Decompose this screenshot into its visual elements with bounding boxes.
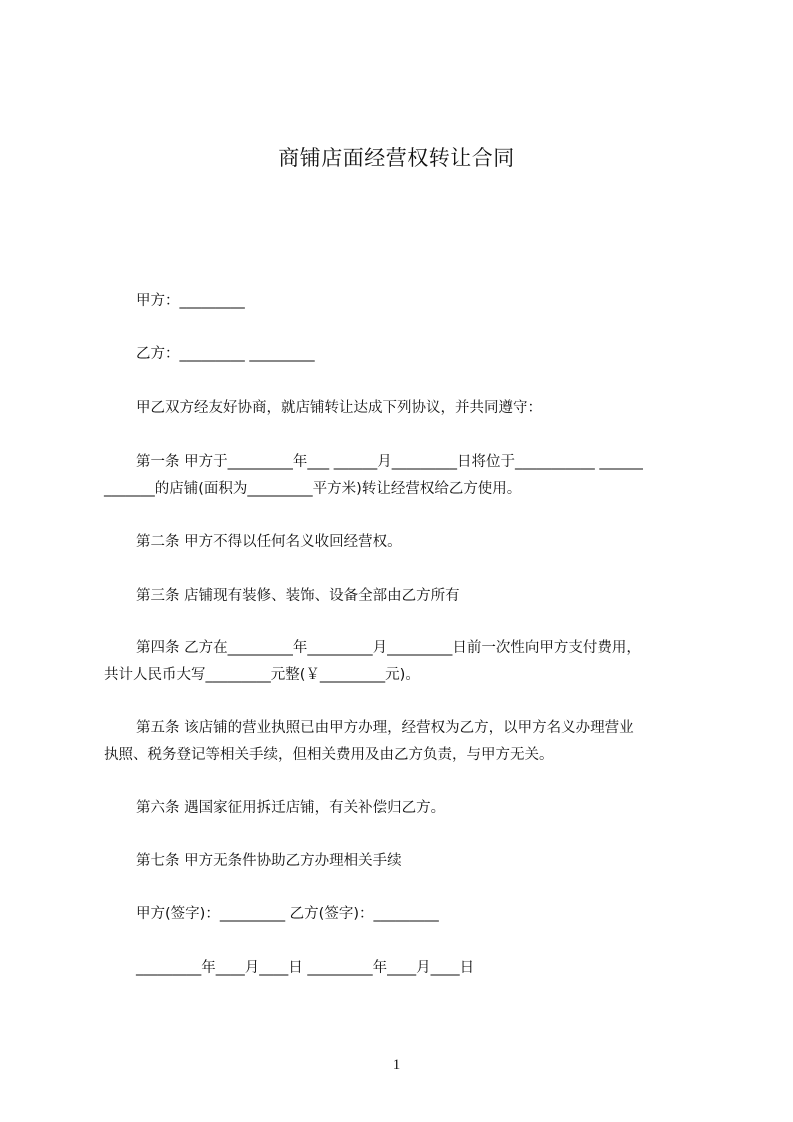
intro-paragraph: 甲乙双方经友好协商，就店铺转让达成下列协议，并共同遵守： [136, 400, 542, 416]
article-1-line-1: 第一条 甲方于_________年___ ______月_________日将位于___________ ______ [136, 454, 643, 470]
party-b-line: 乙方：_________ _________ [136, 346, 315, 362]
signature-line: 甲方(签字)：_________ 乙方(签字)：_________ [136, 906, 439, 922]
article-3: 第三条 店铺现有装修、装饰、设备全部由乙方所有 [136, 588, 460, 604]
article-5-line-1: 第五条 该店铺的营业执照已由甲方办理，经营权为乙方，以甲方名义办理营业 [136, 720, 634, 736]
article-7: 第七条 甲方无条件协助乙方办理相关手续 [136, 853, 402, 869]
article-1-line-2: _______的店铺(面积为_________平方米)转让经营权给乙方使用。 [104, 481, 522, 497]
article-5-line-2: 执照、税务登记等相关手续，但相关费用及由乙方负责，与甲方无关。 [104, 747, 554, 763]
article-6: 第六条 遇国家征用拆迁店铺，有关补偿归乙方。 [136, 800, 446, 816]
page-number: 1 [392, 1057, 401, 1073]
article-2: 第二条 甲方不得以任何名义收回经营权。 [136, 534, 402, 550]
article-4-line-1: 第四条 乙方在_________年_________月_________日前一次性向甲方支付费用， [136, 640, 641, 656]
article-4-line-2: 共计人民币大写_________元整(￥_________元)。 [104, 667, 420, 683]
date-line: _________年____月____日 _________年____月____日 [136, 960, 475, 976]
party-a-line: 甲方：_________ [136, 293, 245, 309]
contract-title: 商铺店面经营权转让合同 [278, 146, 515, 170]
